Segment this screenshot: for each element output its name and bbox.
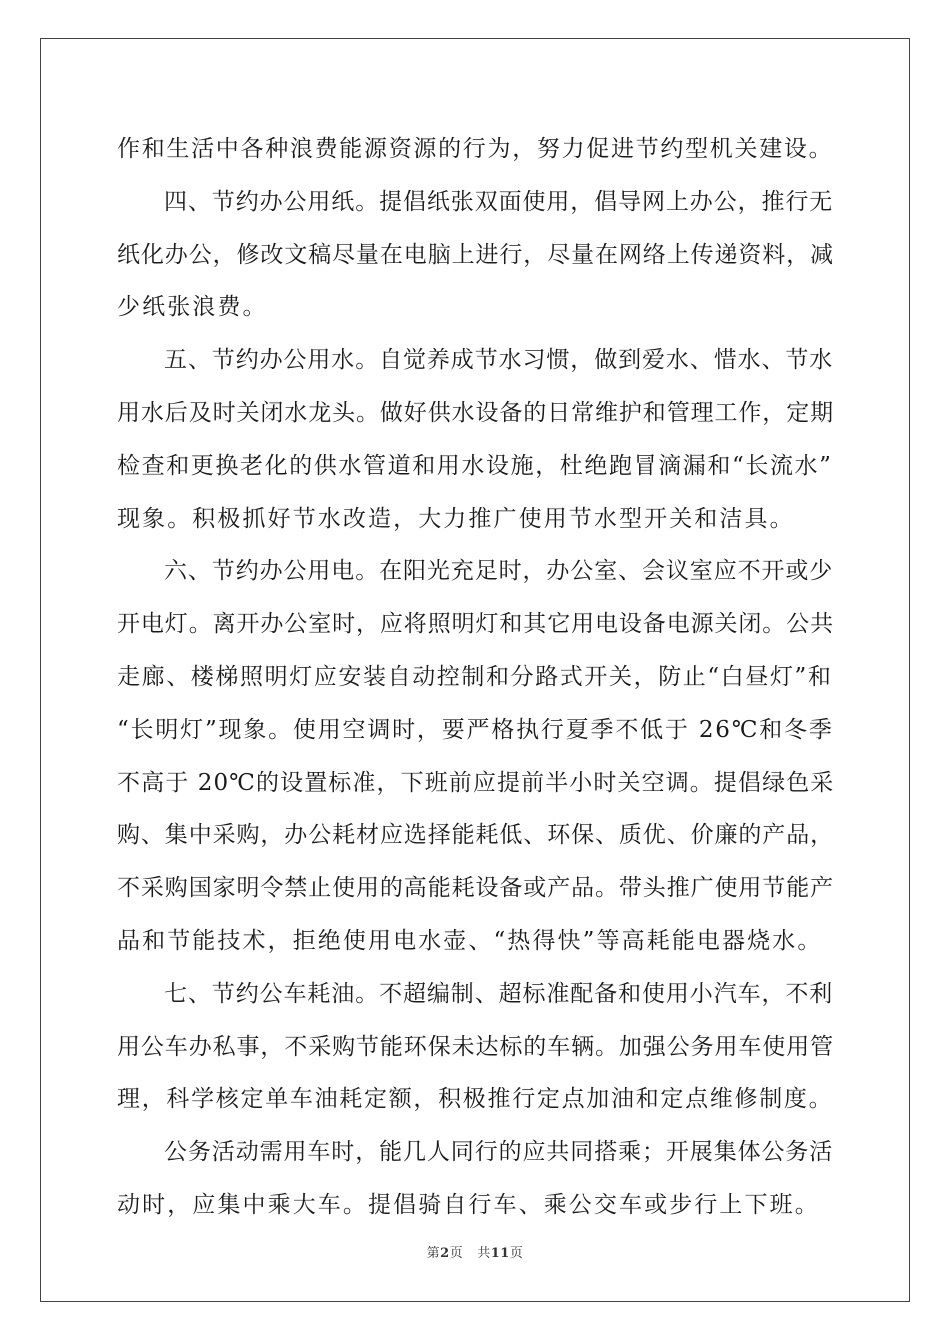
text-line: 四、节约办公用纸。提倡纸张双面使用，倡导网上办公，推行无 [164,188,834,215]
text-line: 检查和更换老化的供水管道和用水设施，杜绝跑冒滴漏和“长流水” [117,452,833,479]
text-line: 品和节能技术，拒绝使用电水壶、“热得快”等高耗能电器烧水。 [117,927,823,954]
text-line: 用水后及时关闭水龙头。做好供水设备的日常维护和管理工作，定期 [117,399,834,426]
page-number: 2 [440,1246,450,1261]
text-line: 现象。积极抓好节水改造，大力推广使用节水型开关和洁具。 [117,505,795,532]
text-line: 五、节约办公用水。自觉养成节水习惯，做到爱水、惜水、节水 [164,347,834,374]
page-prefix: 第 [426,1246,441,1261]
document-body [117,123,835,1232]
text-line: 不采购国家明令禁止使用的高能耗设备或产品。带头推广使用节能产 [117,875,834,902]
total-suffix: 页 [509,1246,524,1261]
text-line: 公务活动需用车时，能几人同行的应共同搭乘；开展集体公务活 [164,1139,834,1166]
text-line: 开电灯。离开办公室时，应将照明灯和其它用电设备电源关闭。公共 [117,611,834,638]
page-footer [0,1246,950,1262]
text-line: “长明灯”现象。使用空调时，要严格执行夏季不低于 26℃和冬季 [117,716,834,743]
text-line: 作和生活中各种浪费能源资源的行为，努力促进节约型机关建设。 [117,136,834,162]
text-line: 购、集中采购，办公耗材应选择能耗低、环保、质优、价廉的产品， [117,822,834,849]
text-line: 理，科学核定单车油耗定额，积极推行定点加油和定点维修制度。 [117,1086,834,1113]
text-line: 纸化办公，修改文稿尽量在电脑上进行，尽量在网络上传递资料，减 [117,241,834,268]
page-suffix: 页 [449,1246,464,1261]
text-line: 动时，应集中乘大车。提倡骑自行车、乘公交车或步行上下班。 [117,1191,820,1218]
text-line: 不高于 20℃的设置标准，下班前应提前半小时关空调。提倡绿色采 [117,769,835,796]
total-pages: 11 [490,1246,510,1261]
text-line: 六、节约办公用电。在阳光充足时，办公室、会议室应不开或少 [164,558,834,585]
text-line: 用公车办私事，不采购节能环保未达标的车辆。加强公务用车使用管 [117,1033,834,1060]
text-line: 走廊、楼梯照明灯应安装自动控制和分路式开关，防止“白昼灯”和 [117,663,833,690]
total-prefix: 共 [477,1246,491,1261]
text-line: 七、节约公车耗油。不超编制、超标准配备和使用小汽车，不利 [164,980,834,1007]
text-line: 少纸张浪费。 [117,294,268,321]
